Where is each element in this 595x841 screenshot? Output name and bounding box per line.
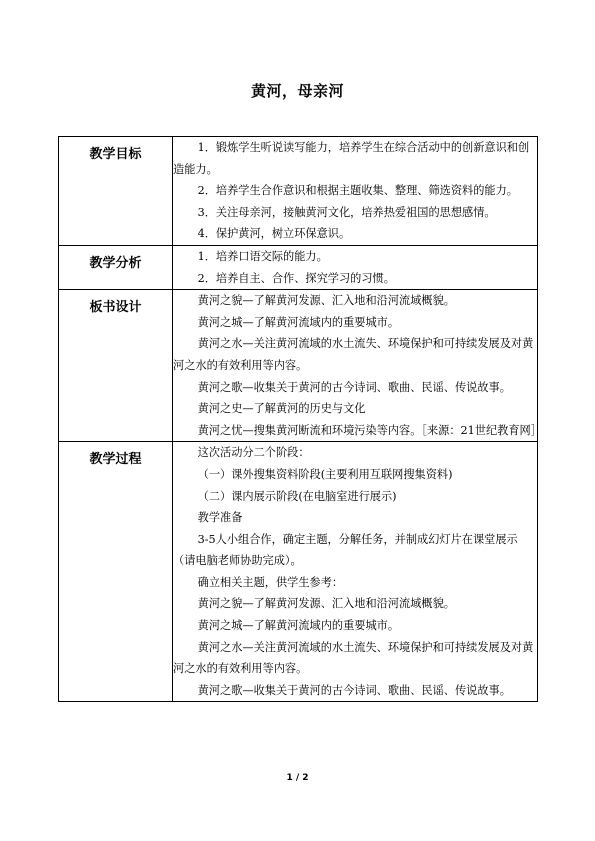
- section-row-process: [59, 442, 538, 702]
- content-paragraph: 1．培养口语交际的能力。: [197, 249, 328, 263]
- section-label-cell: [59, 442, 173, 702]
- section-label: 教学过程: [89, 452, 142, 468]
- content-paragraph: 黄河之史—了解黄河的历史与文化: [197, 402, 366, 416]
- content-paragraph: 黄河之城—了解黄河流域内的重要城市。: [197, 315, 400, 329]
- section-label-cell: [59, 137, 173, 246]
- section-label: 教学分析: [89, 255, 142, 271]
- document-title: 黄河，母亲河: [250, 82, 344, 100]
- content-paragraph: 黄河之貌—了解黄河发源、汇入地和沿河流域概貌。: [197, 294, 455, 308]
- content-paragraph: 2．培养学生合作意识和根据主题收集、整理、筛选资料的能力。: [197, 184, 518, 198]
- content-paragraph: 4．保护黄河，树立环保意识。: [197, 227, 351, 241]
- section-content: [173, 245, 538, 289]
- page-number: 1 / 2: [286, 773, 309, 783]
- content-paragraph: （二）课内展示阶段(在电脑室进行展示): [197, 489, 397, 503]
- content-paragraph: 黄河之歌—收集关于黄河的古今诗词、歌曲、民谣、传说故事。: [197, 683, 511, 697]
- section-label: 教学目标: [89, 147, 142, 162]
- content-paragraph: 黄河之忧—搜集黄河断流和环境污染等内容。［来源：21世纪教育网］: [197, 423, 542, 437]
- content-paragraph: （一）课外搜集资料阶段(主要利用互联网搜集资料): [197, 467, 453, 481]
- content-paragraph: 这次活动分二个阶段：: [197, 446, 310, 460]
- lesson-plan-table: [58, 136, 542, 702]
- content-paragraph: 3-5人小组合作，确定主题，分解任务，并制成幻灯片在课堂展示（请电脑老师协助完成）。: [173, 532, 518, 568]
- section-content: [173, 290, 542, 442]
- section-content: [173, 137, 538, 246]
- section-content: [173, 442, 538, 702]
- content-paragraph: 2．培养自主、合作、探究学习的习惯。: [197, 271, 395, 285]
- section-label-cell: [59, 245, 173, 289]
- content-paragraph: 黄河之歌—收集关于黄河的古今诗词、歌曲、民谣、传说故事。: [197, 380, 511, 394]
- content-paragraph: 1．锻炼学生听说读写能力，培养学生在综合活动中的创新意识和创造能力。: [173, 141, 530, 176]
- content-paragraph: 黄河之水—关注黄河流域的水土流失、环境保护和可持续发展及对黄河之水的有效利用等内容。: [173, 640, 534, 676]
- content-paragraph: 教学准备: [197, 511, 243, 525]
- section-label-cell: [59, 290, 173, 442]
- content-paragraph: 黄河之貌—了解黄河发源、汇入地和沿河流域概貌。: [197, 597, 455, 611]
- content-paragraph: 确立相关主题，供学生参考：: [197, 575, 344, 589]
- section-row-blackboard-design: [59, 290, 538, 442]
- section-row-objectives: [59, 137, 538, 246]
- section-row-analysis: [59, 245, 538, 289]
- content-paragraph: 3．关注母亲河，接触黄河文化，培养热爱祖国的思想感情。: [197, 205, 496, 219]
- content-paragraph: 黄河之水—关注黄河流域的水土流失、环境保护和可持续发展及对黄河之水的有效利用等内容。: [173, 337, 534, 372]
- content-paragraph: 黄河之城—了解黄河流域内的重要城市。: [197, 619, 400, 633]
- section-label: 板书设计: [89, 300, 142, 316]
